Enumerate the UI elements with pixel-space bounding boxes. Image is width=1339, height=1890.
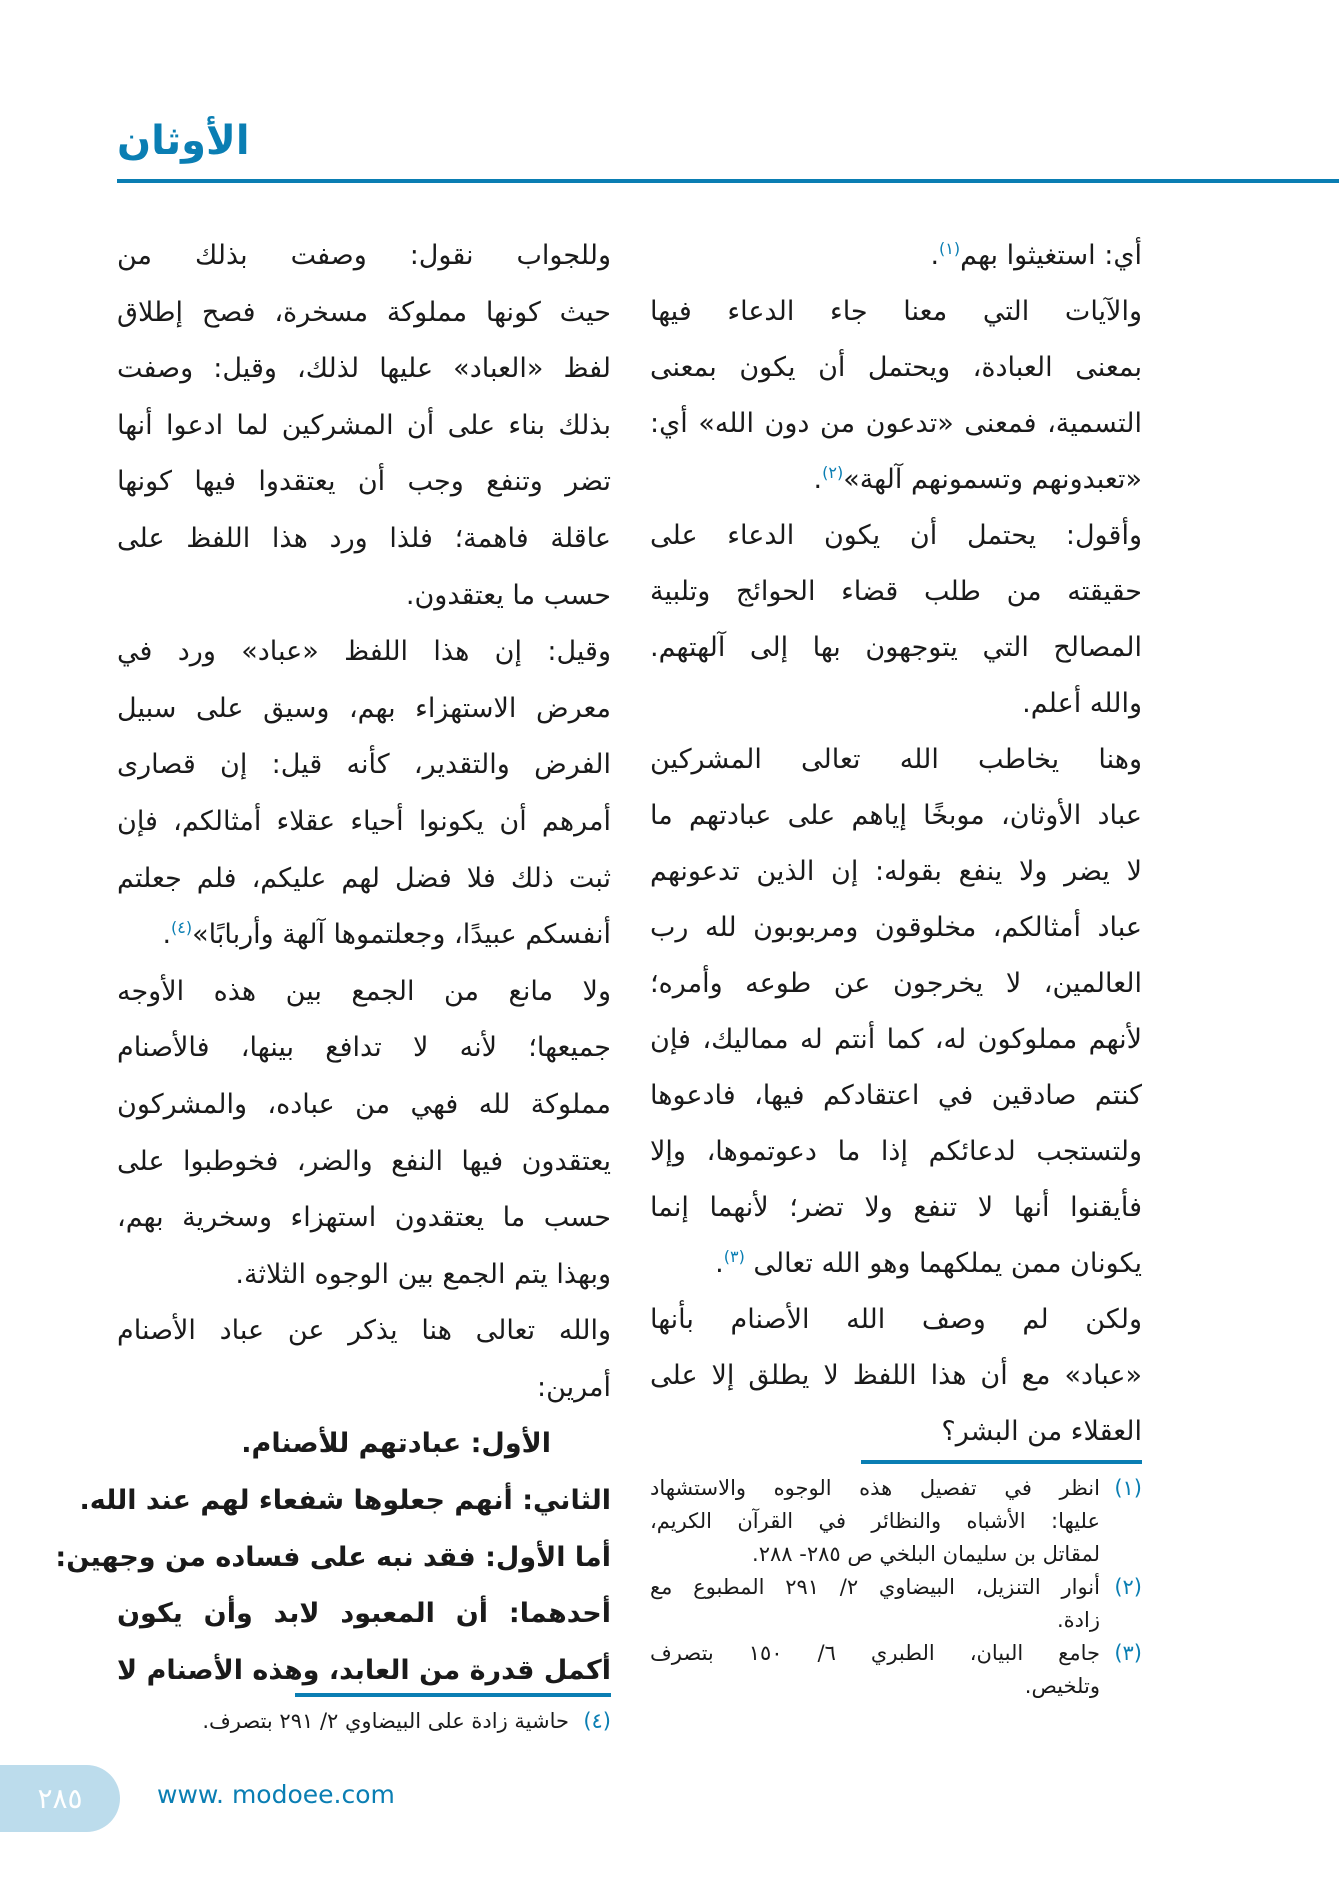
text-line — [650, 1012, 1142, 1068]
text-line — [650, 1124, 1142, 1180]
line-text: أنفسكم عبيدًا، وجعلتموها آلهة وأربابًا» — [192, 919, 611, 951]
line-text: عباد الأوثان، موبخًا إياهم على عبادتهم ما — [650, 800, 1142, 831]
website-link[interactable]: www. modoee.com — [157, 1780, 395, 1809]
text-line — [117, 1247, 611, 1304]
text-line — [650, 396, 1142, 452]
line-tail: . — [162, 919, 172, 951]
text-line — [117, 1303, 611, 1360]
line-text: أمرهم أن يكونوا أحياء عقلاء أمثالكم، فإن — [117, 805, 611, 837]
text-line — [117, 511, 611, 568]
line-text: أحدهما: أن المعبود لابد وأن يكون — [117, 1598, 611, 1630]
line-text: العقلاء من البشر؟ — [941, 1416, 1142, 1447]
text-line — [117, 851, 611, 908]
line-text: ثبت ذلك فلا فضل لهم عليكم، فلم جعلتم — [117, 862, 611, 894]
footnote-text — [117, 1705, 569, 1738]
line-text: وقيل: إن هذا اللفظ «عباد» ورد في — [117, 636, 611, 668]
text-line — [650, 1180, 1142, 1236]
text-line — [650, 844, 1142, 900]
line-tail: . — [930, 240, 940, 271]
text-line — [117, 1190, 611, 1247]
footnote-number: (٣) — [1114, 1641, 1142, 1665]
line-text: لفظ «العباد» عليها لذلك، وقيل: وصفت — [117, 353, 611, 385]
line-tail: . — [813, 464, 823, 495]
header-rule — [117, 179, 1339, 183]
line-text: تضر وتنفع وجب أن يعتقدوا فيها كونها — [117, 466, 611, 498]
line-text: أما الأول: فقد نبه على فساده من وجهين: — [55, 1541, 611, 1573]
text-line — [117, 681, 611, 738]
footnote-reference[interactable]: (٢) — [822, 463, 844, 482]
text-line — [650, 340, 1142, 396]
line-text: فأيقنوا أنها لا تنفع ولا تضر؛ لأنهما إنما — [650, 1192, 1142, 1223]
line-text: أي: استغيثوا بهم — [960, 240, 1142, 271]
text-line — [117, 1134, 611, 1191]
text-line — [650, 676, 1142, 732]
text-line — [650, 564, 1142, 620]
footnote-rule-left — [295, 1693, 611, 1697]
text-line — [650, 452, 1142, 508]
footnote — [650, 1472, 1142, 1571]
line-text: وهنا يخاطب الله تعالى المشركين — [650, 744, 1142, 775]
text-line — [650, 732, 1142, 788]
line-text: لأنهم مملوكون له، كما أنتم له مماليك، فإن — [650, 1024, 1142, 1055]
footnote-line: وتلخيص. — [1024, 1674, 1100, 1698]
line-text: بذلك بناء على أن المشركين لما ادعوا أنها — [117, 409, 611, 441]
line-text: وللجواب نقول: وصفت بذلك من — [117, 240, 611, 271]
text-line — [650, 1404, 1142, 1460]
text-line — [117, 568, 611, 625]
footnote-line: أنوار التنزيل، البيضاوي ٢/ ٢٩١ المطبوع مع — [650, 1575, 1100, 1599]
running-title: الأوثان — [117, 118, 250, 164]
text-line — [117, 624, 611, 681]
line-text: يكونان ممن يملكهما وهو الله تعالى — [744, 1248, 1142, 1279]
footnote — [650, 1571, 1142, 1637]
line-text: «عباد» مع أن هذا اللفظ لا يطلق إلا على — [650, 1360, 1142, 1391]
text-line — [117, 737, 611, 794]
line-text: والله أعلم. — [1022, 688, 1142, 719]
footnotes-left — [117, 1705, 611, 1738]
line-text: «تعبدونهم وتسمونهم آلهة» — [843, 464, 1142, 495]
text-line — [650, 508, 1142, 564]
text-line — [117, 1643, 611, 1700]
text-line — [117, 454, 611, 511]
text-line — [117, 1586, 611, 1643]
line-tail: . — [715, 1248, 724, 1279]
text-line — [650, 1348, 1142, 1404]
footnote — [117, 1705, 611, 1738]
page-number: ٢٨٥ — [0, 1765, 120, 1832]
text-line — [79, 1473, 611, 1530]
text-line — [650, 228, 1142, 284]
text-line — [117, 1020, 611, 1077]
text-line — [117, 285, 611, 342]
text-line — [650, 284, 1142, 340]
text-line — [650, 1292, 1142, 1348]
text-line — [117, 907, 611, 964]
line-text: ولا مانع من الجمع بين هذه الأوجه — [117, 975, 611, 1007]
line-text: حيث كونها مملوكة مسخرة، فصح إطلاق — [117, 296, 611, 328]
line-text: حقيقته من طلب قضاء الحوائج وتلبية — [650, 576, 1142, 607]
footnote-number: (٤) — [583, 1709, 611, 1733]
footnote-number: (١) — [1114, 1476, 1142, 1500]
line-text: التسمية، فمعنى «تدعون من دون الله» أي: — [650, 408, 1142, 439]
footnote-text — [650, 1472, 1100, 1571]
text-line — [55, 1530, 611, 1587]
text-line — [650, 956, 1142, 1012]
text-line — [650, 788, 1142, 844]
text-line — [117, 228, 611, 285]
footnote-reference[interactable]: (١) — [939, 239, 961, 258]
line-text: كنتم صادقين في اعتقادكم فيها، فادعوها — [650, 1080, 1142, 1111]
footnote-reference[interactable]: (٣) — [723, 1247, 745, 1266]
text-line — [117, 1360, 611, 1417]
text-line — [117, 1077, 611, 1134]
text-line — [117, 1416, 611, 1473]
line-text: معرض الاستهزاء بهم، وسيق على سبيل — [117, 692, 611, 724]
footnote-line: لمقاتل بن سليمان البلخي ص ٢٨٥- ٢٨٨. — [752, 1542, 1100, 1566]
line-text: جميعها؛ لأنه لا تدافع بينها، فالأصنام — [117, 1032, 611, 1064]
footnote-number: (٢) — [1114, 1575, 1142, 1599]
text-line — [650, 900, 1142, 956]
text-line — [117, 794, 611, 851]
footnote-line: انظر في تفصيل هذه الوجوه والاستشهاد — [650, 1476, 1100, 1500]
line-text: الثاني: أنهم جعلوها شفعاء لهم عند الله. — [79, 1485, 611, 1517]
line-text: ولتستجب لدعائكم إذا ما دعوتموها، وإلا — [650, 1136, 1142, 1167]
text-line — [650, 1068, 1142, 1124]
footnote-line: زادة. — [1056, 1608, 1100, 1632]
line-text: ولكن لم وصف الله الأصنام بأنها — [650, 1304, 1142, 1335]
footnote-line: جامع البيان، الطبري ٦/ ١٥٠ بتصرف — [650, 1641, 1100, 1665]
line-text: وأقول: يحتمل أن يكون الدعاء على — [650, 520, 1142, 551]
text-line — [650, 1236, 1142, 1292]
line-text: حسب ما يعتقدون استهزاء وسخرية بهم، — [117, 1202, 611, 1234]
line-text: لا يضر ولا ينفع بقوله: إن الذين تدعونهم — [650, 856, 1142, 887]
line-text: العالمين، لا يخرجون عن طوعه وأمره؛ — [650, 968, 1142, 999]
line-text: والآيات التي معنا جاء الدعاء فيها — [650, 296, 1142, 327]
footnotes-right — [650, 1472, 1142, 1703]
line-text: الفرض والتقدير، كأنه قيل: إن قصارى — [117, 749, 611, 781]
line-text: مملوكة لله فهي من عباده، والمشركون — [117, 1088, 611, 1120]
text-line — [650, 620, 1142, 676]
line-text: أمرين: — [536, 1371, 611, 1403]
line-text: الأول: عبادتهم للأصنام. — [241, 1428, 551, 1460]
text-line — [117, 964, 611, 1021]
footnote-line: عليها: الأشباه والنظائر في القرآن الكريم، — [650, 1509, 1100, 1533]
text-line — [117, 398, 611, 455]
footnote — [650, 1637, 1142, 1703]
right-text-column — [650, 228, 1142, 1460]
line-text: حسب ما يعتقدون. — [405, 579, 611, 611]
text-line — [117, 341, 611, 398]
line-text: عباد أمثالكم، مخلوقون ومربوبون لله رب — [650, 912, 1142, 943]
line-text: والله تعالى هنا يذكر عن عباد الأصنام — [117, 1315, 611, 1347]
footnote-text — [650, 1571, 1100, 1637]
line-text: وبهذا يتم الجمع بين الوجوه الثلاثة. — [235, 1258, 611, 1290]
footnote-reference[interactable]: (٤) — [171, 918, 193, 938]
footnote-line: حاشية زادة على البيضاوي ٢/ ٢٩١ بتصرف. — [202, 1709, 569, 1733]
line-text: عاقلة فاهمة؛ فلذا ورد هذا اللفظ على — [117, 522, 611, 554]
footnote-rule-right — [861, 1460, 1142, 1464]
line-text: يعتقدون فيها النفع والضر، فخوطبوا على — [117, 1145, 611, 1177]
line-text: بمعنى العبادة، ويحتمل أن يكون بمعنى — [650, 352, 1142, 383]
footnote-text — [650, 1637, 1100, 1703]
line-text: المصالح التي يتوجهون بها إلى آلهتهم. — [650, 632, 1142, 663]
left-text-column — [55, 228, 611, 1699]
line-text: أكمل قدرة من العابد، وهذه الأصنام لا — [117, 1654, 611, 1686]
